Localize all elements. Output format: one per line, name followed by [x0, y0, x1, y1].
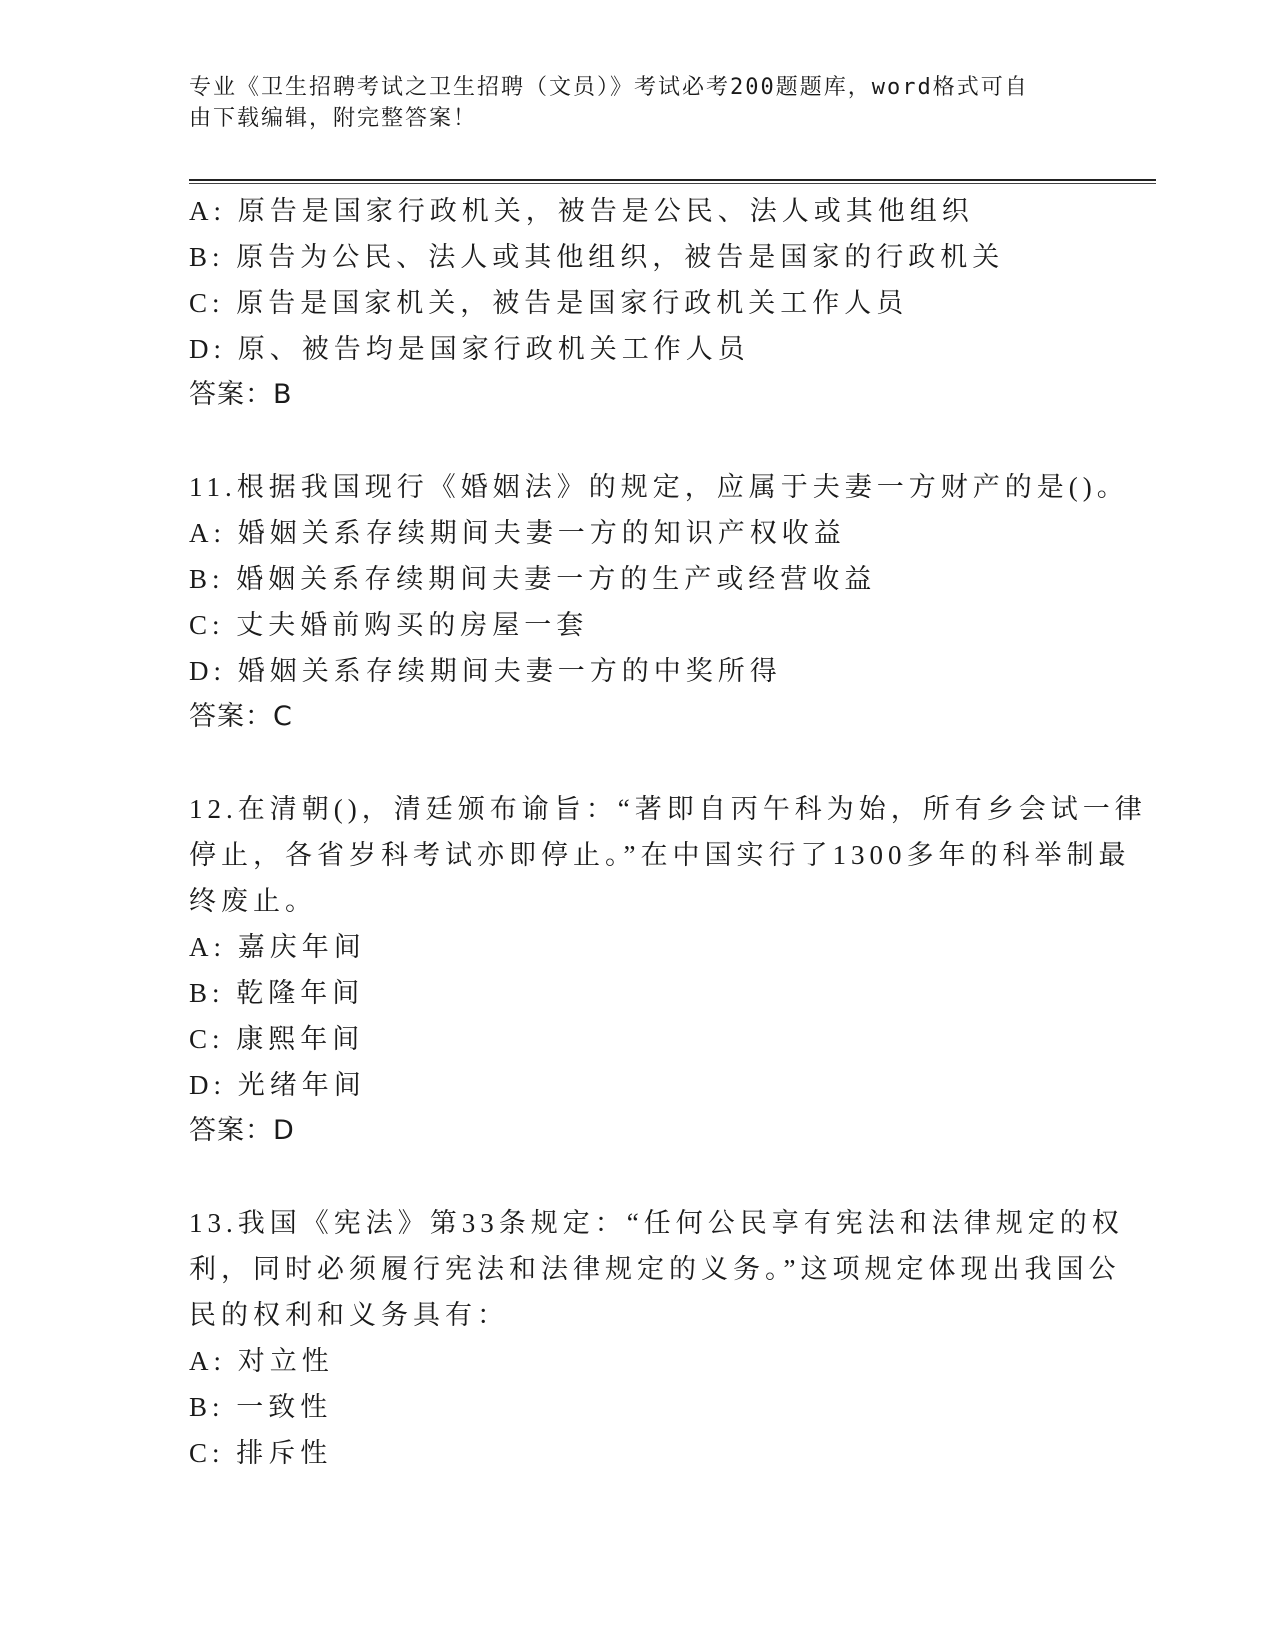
answer-line: 答案：D	[189, 1115, 295, 1146]
option-d: D: 光绪年间	[189, 1070, 366, 1100]
question-10	[189, 188, 1089, 418]
question-list	[189, 188, 1147, 1476]
header-divider-thin	[189, 183, 1156, 184]
question-stem-line-2: 利，同时必须履行宪法和法律规定的义务。”这项规定体现出我国公	[189, 1254, 1121, 1284]
option-a: A: 嘉庆年间	[189, 932, 366, 962]
document-header	[189, 72, 1089, 134]
option-c: C: 原告是国家机关，被告是国家行政机关工作人员	[189, 288, 909, 318]
question-stem-line-3: 终废止。	[189, 886, 317, 916]
header-line-2: 由下载编辑，附完整答案！	[189, 106, 478, 131]
question-stem-line-2: 停止，各省岁科考试亦即停止。”在中国实行了1300多年的科举制最	[189, 840, 1131, 870]
question-13	[189, 1200, 1124, 1476]
option-b: B: 婚姻关系存续期间夫妻一方的生产或经营收益	[189, 564, 877, 594]
question-11	[189, 464, 1129, 740]
answer-line: 答案：B	[189, 379, 293, 410]
option-c: C: 康熙年间	[189, 1024, 365, 1054]
question-stem-line-1: 12.在清朝()，清廷颁布谕旨：“著即自丙午科为始，所有乡会试一律	[189, 794, 1147, 824]
option-b: B: 乾隆年间	[189, 978, 365, 1008]
header-line-1: 专业《卫生招聘考试之卫生招聘（文员）》考试必考200题题库，word格式可自	[189, 75, 1029, 100]
option-d: D: 婚姻关系存续期间夫妻一方的中奖所得	[189, 656, 782, 686]
spacer	[189, 1154, 1089, 1200]
question-stem-line-3: 民的权利和义务具有：	[189, 1300, 509, 1330]
option-c: C: 丈夫婚前购买的房屋一套	[189, 610, 589, 640]
question-stem: 11.根据我国现行《婚姻法》的规定，应属于夫妻一方财产的是()。	[189, 472, 1129, 502]
answer-line: 答案：C	[189, 701, 293, 732]
option-a: A: 对立性	[189, 1346, 334, 1376]
spacer	[189, 418, 1089, 464]
option-a: A: 婚姻关系存续期间夫妻一方的知识产权收益	[189, 518, 846, 548]
option-c: C: 排斥性	[189, 1438, 333, 1468]
option-d: D: 原、被告均是国家行政机关工作人员	[189, 334, 750, 364]
question-12	[189, 786, 1147, 1154]
header-divider-thick	[189, 179, 1156, 181]
spacer	[189, 740, 1089, 786]
option-b: B: 原告为公民、法人或其他组织，被告是国家的行政机关	[189, 242, 1005, 272]
option-b: B: 一致性	[189, 1392, 333, 1422]
question-stem-line-1: 13.我国《宪法》第33条规定：“任何公民享有宪法和法律规定的权	[189, 1208, 1124, 1238]
option-a: A: 原告是国家行政机关，被告是公民、法人或其他组织	[189, 196, 974, 226]
